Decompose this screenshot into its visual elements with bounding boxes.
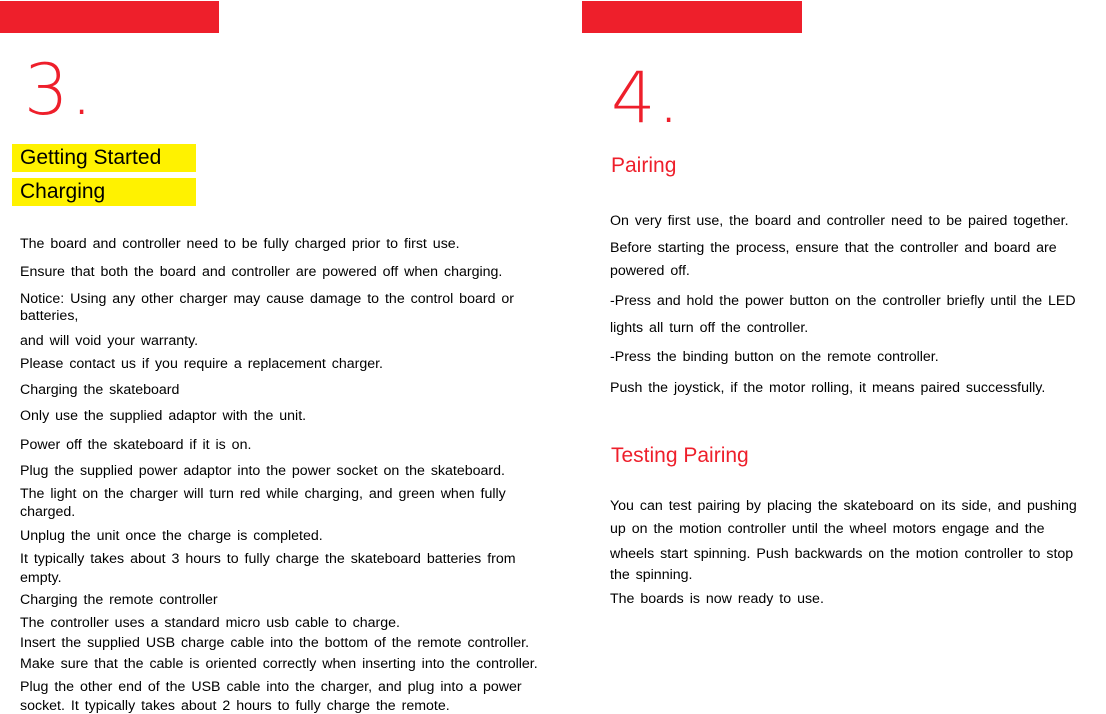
left-line: Unplug the unit once the charge is completed. [20,528,323,544]
left-line: Insert the supplied USB charge cable into the bottom of the remote controller. [20,635,530,651]
right-line: up on the motion controller until the wheel motors engage and the [610,521,1045,537]
left-line: Notice: Using any other charger may cause damage to the control board or [20,291,515,307]
right-line: On very first use, the board and controller need to be paired together. [610,213,1069,229]
right-line: The boards is now ready to use. [610,591,824,607]
right-line: lights all turn off the controller. [610,320,809,336]
left-subheading: Charging the skateboard [20,382,180,398]
left-line: The board and controller need to be fully charged prior to first use. [20,236,460,252]
left-line: Only use the supplied adaptor with the unit. [20,408,307,424]
left-page-number: 3. [24,49,95,131]
left-line: Make sure that the cable is oriented correctly when inserting into the controller. [20,656,538,672]
right-line: -Press the binding button on the remote controller. [610,349,939,365]
left-line: socket. It typically takes about 2 hours to fully charge the remote. [20,698,450,714]
right-line: Before starting the process, ensure that the controller and board are [610,240,1057,256]
left-line: empty. [20,570,62,586]
pairing-title: Pairing [611,154,677,177]
right-line: You can test pairing by placing the skateboard on its side, and pushing [610,498,1077,514]
heading-getting-started: Getting Started [12,144,196,172]
testing-pairing-title: Testing Pairing [611,444,749,467]
right-line: powered off. [610,263,690,279]
left-line: Power off the skateboard if it is on. [20,437,252,453]
left-line: batteries, [20,308,79,324]
left-line: Ensure that both the board and controller are powered off when charging. [20,264,503,280]
heading-charging: Charging [12,178,196,206]
right-line: the spinning. [610,567,693,583]
left-line: The light on the charger will turn red while charging, and green when fully [20,486,506,502]
left-line: Plug the other end of the USB cable into the charger, and plug into a power [20,679,522,695]
left-line: It typically takes about 3 hours to fully charge the skateboard batteries from [20,551,516,567]
left-line: Please contact us if you require a replacement charger. [20,356,383,372]
right-line: Push the joystick, if the motor rolling, it means paired successfully. [610,380,1046,396]
right-line: -Press and hold the power button on the controller briefly until the LED [610,293,1076,309]
left-line: and will void your warranty. [20,333,199,349]
right-page-number: 4. [611,57,682,139]
left-subheading: Charging the remote controller [20,592,218,608]
left-line: Plug the supplied power adaptor into the power socket on the skateboard. [20,463,505,479]
right-header-bar [582,1,802,33]
left-line: The controller uses a standard micro usb cable to charge. [20,615,400,631]
left-header-bar [0,1,219,33]
left-line: charged. [20,504,76,520]
right-line: wheels start spinning. Push backwards on the motion controller to stop [610,546,1074,562]
